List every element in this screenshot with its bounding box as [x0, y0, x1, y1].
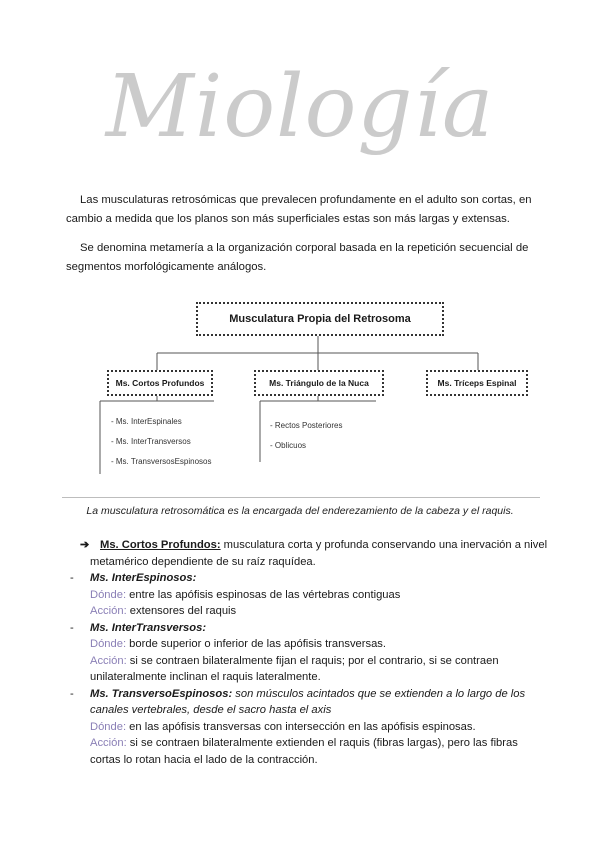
page-title: Miología: [105, 57, 495, 157]
section-cortos-profundos: [70, 537, 550, 768]
label-where: Dónde:: [90, 588, 127, 601]
diagram-list-nuca: [270, 416, 342, 456]
separator-rule: [62, 497, 540, 498]
section-heading-paragraph: [80, 537, 550, 570]
item-where: [90, 636, 550, 653]
item-intertransversos: [70, 620, 550, 637]
metameria-paragraph: Se denomina metamería a la organización corporal basada en la repetición secuencial de segmentos morfológicamente análogos.: [66, 242, 529, 273]
diagram-node-triangulo-nuca: Ms. Triángulo de la Nuca: [254, 370, 384, 396]
diagram-caption: La musculatura retrosomática es la encargada del enderezamiento de la cabeza y el raquis.: [86, 505, 514, 517]
diagram-list-cortos: [111, 412, 211, 472]
intro-paragraph: Las musculaturas retrosómicas que prevalecen profundamente en el adulto son cortas, en cambio a medida que los planos son más superficiales estas son más largas y extensas.: [66, 194, 532, 225]
item-action: [90, 653, 550, 686]
item-where: [90, 587, 550, 604]
diagram-list-item: - Rectos Posteriores: [270, 421, 343, 430]
dash-bullet: -: [70, 687, 74, 700]
diagram-root: Musculatura Propia del Retrosoma: [196, 302, 444, 336]
item-name: Ms. InterEspinosos:: [90, 572, 197, 584]
diagram-node-triceps-espinal: Ms. Tríceps Espinal: [426, 370, 528, 396]
diagram-list-item: - Ms. TransversosEspinosos: [111, 457, 212, 466]
dash-bullet: -: [70, 621, 74, 634]
label-where: Dónde:: [90, 720, 127, 733]
diagram-node-cortos-profundos: Ms. Cortos Profundos: [107, 370, 213, 396]
item-where: [90, 719, 550, 736]
arrow-icon: ➔: [80, 539, 90, 551]
item-action-text: si se contraen bilateralmente fijan el raquis; por el contrario, si se contraen unilateralmente inclinan el raquis lateralmente.: [90, 654, 499, 683]
section-heading: Ms. Cortos Profundos:: [100, 539, 221, 551]
item-name-desc: son músculos acintados que se extienden a lo largo de los canales vertebrales, desde el sacro hasta el axis: [90, 687, 526, 716]
item-where-text: entre las apófisis espinosas de las vértebras contiguas: [126, 588, 401, 601]
item-interespinosos: [70, 570, 550, 587]
label-action: Acción:: [90, 605, 127, 617]
label-where: Dónde:: [90, 638, 127, 650]
diagram-list-item: - Ms. InterEspinales: [111, 417, 182, 426]
item-where-text: en las apófisis transversas con intersección en las apófisis espinosas.: [126, 720, 476, 733]
item-action: [90, 603, 550, 620]
item-action-text: extensores del raquis: [126, 605, 237, 617]
item-action-text: si se contraen bilateralmente extienden el raquis (fibras largas), pero las fibras cortas lo rotan hacia el lado de la contracción.: [90, 737, 518, 766]
label-action: Acción:: [90, 654, 127, 667]
item-where-text: borde superior o inferior de las apófisis transversas.: [126, 638, 387, 650]
item-name: Ms. TransversoEspinosos:: [90, 687, 233, 700]
label-action: Acción:: [90, 737, 127, 749]
section-heading-text: musculatura corta y profunda conservando una inervación a nivel metamérico dependiente de su raíz raquídea.: [90, 539, 548, 568]
item-action: [90, 735, 550, 768]
diagram-list-item: - Ms. InterTransversos: [111, 437, 191, 446]
diagram-list-item: - Oblicuos: [270, 441, 307, 450]
item-transversoespinosos: [70, 686, 550, 719]
item-name: Ms. InterTransversos:: [90, 621, 207, 634]
dash-bullet: -: [70, 572, 74, 584]
